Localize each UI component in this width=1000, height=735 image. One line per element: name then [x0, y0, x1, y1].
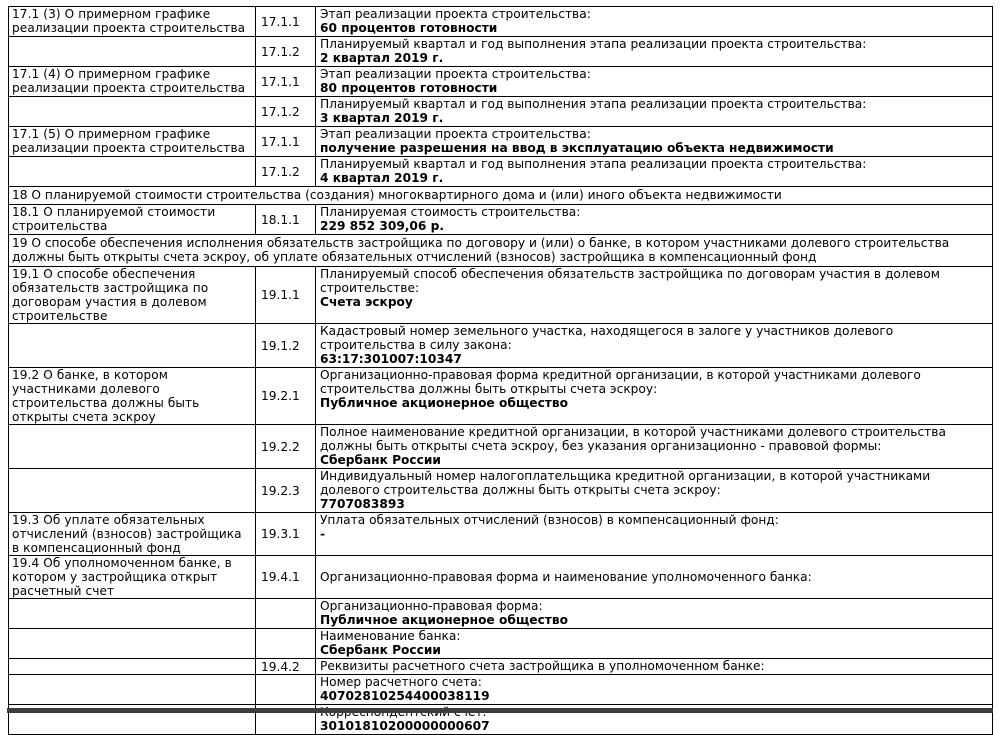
- field-label: Наименование банка:: [320, 629, 461, 643]
- topic-cell: [9, 659, 256, 675]
- item-number-cell: [256, 599, 316, 629]
- topic-cell: 18.1 О планируемой стоимости строительства: [9, 205, 256, 235]
- field-value: Публичное акционерное общество: [320, 396, 568, 410]
- content-cell: [316, 267, 993, 324]
- field-label: Индивидуальный номер налогоплательщика кредитной организации, в которой участниками долевого строительства должны быть открыты счета эскроу:: [320, 469, 931, 497]
- item-number-cell: 19.4.2: [256, 659, 316, 675]
- item-number-cell: [256, 629, 316, 659]
- field-value: 229 852 309,06 р.: [320, 219, 444, 233]
- table-row: [9, 659, 993, 675]
- content-cell: [316, 675, 993, 705]
- field-value: 2 квартал 2019 г.: [320, 51, 444, 65]
- field-value: 7707083893: [320, 497, 405, 511]
- field-label: Реквизиты расчетного счета застройщика в уполномоченном банке:: [320, 659, 765, 673]
- field-label: Планируемая стоимость строительства:: [320, 205, 581, 219]
- field-label: Организационно-правовая форма:: [320, 599, 543, 613]
- section-header-row: [9, 235, 993, 267]
- content-cell: [316, 157, 993, 187]
- field-label: Планируемый квартал и год выполнения этапа реализации проекта строительства:: [320, 97, 867, 111]
- field-label: Этап реализации проекта строительства:: [320, 67, 591, 81]
- table-row: [9, 368, 993, 425]
- table-row: [9, 629, 993, 659]
- item-number-cell: 17.1.1: [256, 127, 316, 157]
- item-number-cell: 19.1.1: [256, 267, 316, 324]
- topic-cell: 19.4 Об уполномоченном банке, в котором у застройщика открыт расчетный счет: [9, 556, 256, 599]
- topic-cell: [9, 97, 256, 127]
- topic-cell: [9, 324, 256, 368]
- field-label: Организационно-правовая форма кредитной организации, в которой участниками долевого строительства должны быть открыты счета эскроу:: [320, 368, 921, 396]
- content-cell: [316, 629, 993, 659]
- item-number-cell: 19.2.1: [256, 368, 316, 425]
- item-number-cell: 19.2.2: [256, 425, 316, 469]
- field-value: 80 процентов готовности: [320, 81, 498, 95]
- topic-cell: 17.1 (4) О примерном графике реализации проекта строительства: [9, 67, 256, 97]
- field-value: получение разрешения на ввод в эксплуатацию объекта недвижимости: [320, 141, 834, 155]
- page-bottom-edge: [7, 708, 993, 713]
- content-cell: [316, 556, 993, 599]
- table-row: [9, 469, 993, 513]
- item-number-cell: 17.1.1: [256, 67, 316, 97]
- field-value: 40702810254400038119: [320, 689, 490, 703]
- item-number-cell: 17.1.2: [256, 37, 316, 67]
- field-value: Публичное акционерное общество: [320, 613, 568, 627]
- item-number-cell: 19.4.1: [256, 556, 316, 599]
- topic-cell: [9, 675, 256, 705]
- field-value: 60 процентов готовности: [320, 21, 498, 35]
- topic-cell: 19.1 О способе обеспечения обязательств застройщика по договорам участия в долевом строительстве: [9, 267, 256, 324]
- content-cell: [316, 513, 993, 556]
- content-cell: [316, 67, 993, 97]
- section-header: 18 О планируемой стоимости строительства (создания) многоквартирного дома и (или) иного объекта недвижимости: [9, 187, 993, 205]
- item-number-cell: 18.1.1: [256, 205, 316, 235]
- field-value: -: [320, 527, 326, 541]
- field-label: Этап реализации проекта строительства:: [320, 127, 591, 141]
- content-cell: [316, 97, 993, 127]
- field-label: Планируемый квартал и год выполнения этапа реализации проекта строительства:: [320, 157, 867, 171]
- field-value: Счета эскроу: [320, 295, 413, 309]
- field-value: 30101810200000000607: [320, 719, 490, 733]
- table-row: [9, 157, 993, 187]
- topic-cell: 17.1 (5) О примерном графике реализации проекта строительства: [9, 127, 256, 157]
- topic-cell: [9, 425, 256, 469]
- content-cell: [316, 205, 993, 235]
- field-label: Номер расчетного счета:: [320, 675, 482, 689]
- content-cell: [316, 425, 993, 469]
- topic-cell: [9, 599, 256, 629]
- content-cell: [316, 368, 993, 425]
- content-cell: [316, 599, 993, 629]
- field-value: 63:17:301007:10347: [320, 352, 462, 366]
- field-label: Планируемый квартал и год выполнения этапа реализации проекта строительства:: [320, 37, 867, 51]
- field-value: 4 квартал 2019 г.: [320, 171, 444, 185]
- item-number-cell: 17.1.2: [256, 97, 316, 127]
- table-row: [9, 37, 993, 67]
- content-cell: [316, 469, 993, 513]
- content-cell: [316, 324, 993, 368]
- section-header: 19 О способе обеспечения исполнения обязательств застройщика по договору и (или) о банке, в котором участниками долевого строительства должны быть открыты счета эскроу, об уплате обязательных отчислений (взносов) застройщика в компенсационный фонд: [9, 235, 993, 267]
- table-row: [9, 599, 993, 629]
- table-row: [9, 513, 993, 556]
- table-row: [9, 205, 993, 235]
- topic-cell: [9, 157, 256, 187]
- topic-cell: 17.1 (3) О примерном графике реализации проекта строительства: [9, 7, 256, 37]
- table-row: [9, 556, 993, 599]
- field-value: 3 квартал 2019 г.: [320, 111, 444, 125]
- topic-cell: [9, 629, 256, 659]
- table-row: [9, 67, 993, 97]
- declaration-table-body: [9, 7, 993, 735]
- content-cell: [316, 7, 993, 37]
- table-row: [9, 97, 993, 127]
- topic-cell: [9, 37, 256, 67]
- item-number-cell: 19.2.3: [256, 469, 316, 513]
- section-header-row: [9, 187, 993, 205]
- field-label: Уплата обязательных отчислений (взносов) в компенсационный фонд:: [320, 513, 779, 527]
- topic-cell: 19.3 Об уплате обязательных отчислений (взносов) застройщика в компенсационный фонд: [9, 513, 256, 556]
- field-label: Организационно-правовая форма и наименование уполномоченного банка:: [320, 569, 812, 584]
- field-value: Сбербанк России: [320, 643, 441, 657]
- content-cell: [316, 659, 993, 675]
- field-value: Сбербанк России: [320, 453, 441, 467]
- field-label: Этап реализации проекта строительства:: [320, 7, 591, 21]
- field-label: Кадастровый номер земельного участка, находящегося в залоге у участников долевого строительства в силу закона:: [320, 324, 894, 352]
- field-label: Планируемый способ обеспечения обязательств застройщика по договорам участия в долевом строительстве:: [320, 267, 940, 295]
- content-cell: [316, 37, 993, 67]
- content-cell: [316, 127, 993, 157]
- table-row: [9, 425, 993, 469]
- table-row: [9, 267, 993, 324]
- project-declaration-table: [8, 6, 993, 735]
- item-number-cell: 19.3.1: [256, 513, 316, 556]
- topic-cell: [9, 469, 256, 513]
- table-row: [9, 675, 993, 705]
- item-number-cell: 17.1.1: [256, 7, 316, 37]
- item-number-cell: [256, 675, 316, 705]
- item-number-cell: 19.1.2: [256, 324, 316, 368]
- table-row: [9, 127, 993, 157]
- table-row: [9, 7, 993, 37]
- field-label: Полное наименование кредитной организации, в которой участниками долевого строительства должны быть открыты счета эскроу, без указания организационно - правовой формы:: [320, 425, 946, 453]
- item-number-cell: 17.1.2: [256, 157, 316, 187]
- table-row: [9, 324, 993, 368]
- topic-cell: 19.2 О банке, в котором участниками долевого строительства должны быть открыты счета эскроу: [9, 368, 256, 425]
